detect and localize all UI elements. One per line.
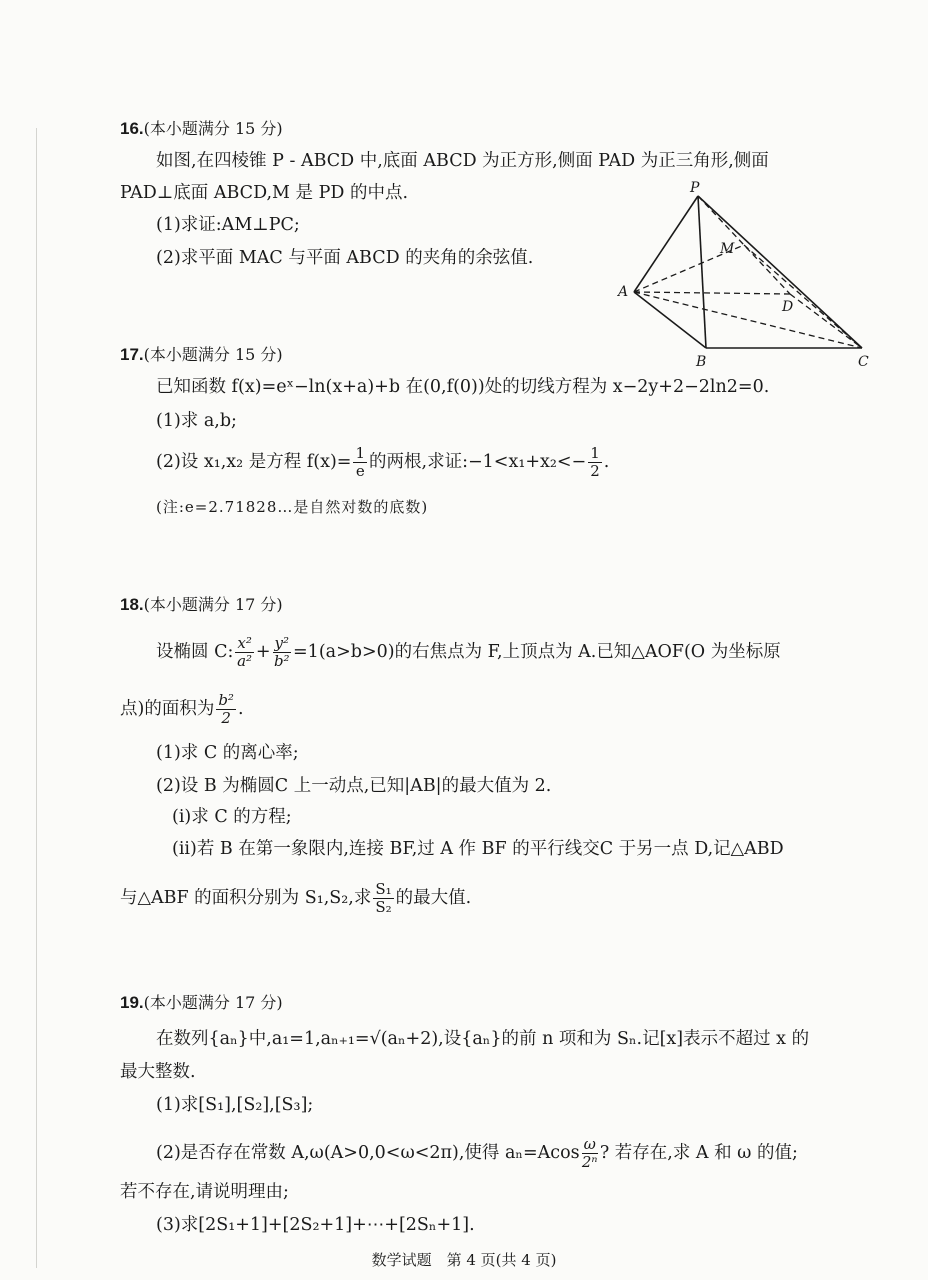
page-footer: 数学试题 第 4 页(共 4 页) — [371, 1251, 557, 1269]
fraction-s1-over-s2 — [373, 882, 393, 915]
fraction-denominator: b² — [273, 652, 290, 670]
problem-19-q2-text-b: ? 若存在,求 A 和 ω 的值; — [599, 1143, 798, 1163]
edge-DC-hidden — [790, 294, 862, 348]
problem-19-q2-text-a: (2)是否存在常数 A,ω(A>0,0<ω<2π),使得 aₙ=Acos — [156, 1143, 580, 1163]
problem-19-stem-line-1: 在数列{aₙ}中,a₁=1,aₙ₊₁=√(aₙ+2),设{aₙ}的前 n 项和为 Sₙ.记[x]表示不超过 x 的 — [156, 1029, 810, 1049]
problem-18-question-1: (1)求 C 的离心率; — [156, 743, 299, 763]
problem-18-l2-text-b: . — [237, 699, 244, 719]
problem-17-question-1: (1)求 a,b; — [156, 411, 237, 431]
problem-18-header — [120, 593, 283, 617]
vertex-D-label: D — [782, 299, 794, 315]
edge-PC — [698, 196, 862, 348]
problem-19-stem-line-2: 最大整数. — [120, 1062, 196, 1082]
problem-16-number: 16. — [120, 119, 144, 138]
problem-16-stem-line-2: PAD⊥底面 ABCD,M 是 PD 的中点. — [120, 183, 409, 203]
problem-16-header — [120, 117, 283, 141]
edge-PA — [634, 196, 698, 292]
problem-18-last-line — [120, 882, 471, 915]
problem-19-question-1: (1)求[S₁],[S₂],[S₃]; — [156, 1095, 314, 1115]
fraction-numerator: y² — [274, 634, 290, 652]
edge-PB — [698, 196, 706, 348]
edge-AB — [634, 292, 706, 348]
problem-18-last-text-a: 与△ABF 的面积分别为 S₁,S₂,求 — [120, 888, 372, 908]
problem-19-score: (本小题满分 17 分) — [143, 993, 283, 1012]
problem-16-question-2: (2)求平面 MAC 与平面 ABCD 的夹角的余弦值. — [156, 248, 534, 268]
problem-17-number: 17. — [120, 345, 144, 364]
problem-19-header — [120, 991, 283, 1015]
problem-18-stem-line-1 — [156, 636, 781, 669]
problem-18-question-2i: (i)求 C 的方程; — [172, 807, 292, 827]
problem-18-last-text-b: 的最大值. — [395, 888, 472, 908]
segment-MC-hidden — [744, 245, 862, 348]
problem-17-score: (本小题满分 15 分) — [143, 345, 283, 364]
problem-19-question-2-cont: 若不存在,请说明理由; — [120, 1182, 289, 1202]
problem-17-q2-text-b: 的两根,求证:−1<x₁+x₂<− — [369, 452, 587, 472]
vertex-C-label: C — [858, 354, 869, 370]
problem-19-question-2 — [156, 1137, 798, 1170]
vertex-P-label: P — [690, 180, 700, 196]
margin-rule — [36, 128, 37, 1268]
vertex-B-label: B — [696, 354, 707, 370]
problem-18-question-2ii: (ii)若 B 在第一象限内,连接 BF,过 A 作 BF 的平行线交C 于另一点 D,记△ABD — [172, 839, 784, 859]
fraction-b2-over-2 — [216, 693, 236, 726]
fraction-numerator: 1 — [590, 444, 600, 462]
problem-18-number: 18. — [120, 595, 144, 614]
problem-16-stem-line-1: 如图,在四棱锥 P - ABCD 中,底面 ABCD 为正方形,侧面 PAD 为正三角形,侧面 — [156, 151, 769, 171]
pyramid-figure — [612, 176, 878, 372]
problem-18-l1-text-b: =1(a>b>0)的右焦点为 F,上顶点为 A.已知△AOF(O 为坐标原 — [293, 642, 781, 662]
fraction-numerator: 1 — [355, 444, 366, 462]
fraction-denominator: S₂ — [375, 898, 392, 916]
fraction-omega-over-2n — [582, 1137, 598, 1170]
problem-18-l1-text-a: 设椭圆 C: — [156, 642, 234, 662]
fraction-denominator: a² — [237, 652, 253, 670]
problem-19-question-3: (3)求[2S₁+1]+[2S₂+1]+⋯+[2Sₙ+1]. — [156, 1215, 475, 1235]
edge-AD-hidden — [634, 292, 790, 294]
problem-17-stem: 已知函数 f(x)=eˣ−ln(x+a)+b 在(0,f(0))处的切线方程为 x−2y+2−2ln2=0. — [156, 377, 770, 397]
fraction-numerator: S₁ — [375, 880, 392, 898]
fraction-one-half — [588, 446, 602, 479]
fraction-y2-over-b2 — [273, 636, 292, 669]
problem-17-q2-text-a: (2)设 x₁,x₂ 是方程 f(x)= — [156, 452, 352, 472]
fraction-denominator: 2ⁿ — [581, 1153, 598, 1171]
problem-17-question-2 — [156, 446, 609, 479]
problem-19-number: 19. — [120, 993, 144, 1012]
fraction-denominator: 2 — [590, 462, 600, 480]
problem-16-score: (本小题满分 15 分) — [143, 119, 283, 138]
point-M-label: M — [720, 241, 735, 257]
plus-sign: + — [255, 642, 271, 662]
problem-18-l2-text-a: 点)的面积为 — [120, 699, 215, 719]
problem-17-q2-text-c: . — [603, 452, 610, 472]
fraction-numerator: ω — [583, 1135, 596, 1153]
fraction-denominator: 2 — [221, 709, 231, 727]
problem-16-question-1: (1)求证:AM⊥PC; — [156, 215, 300, 235]
fraction-denominator: e — [355, 462, 365, 480]
problem-18-question-2: (2)设 B 为椭圆C 上一动点,已知|AB|的最大值为 2. — [156, 776, 552, 796]
problem-17-header — [120, 343, 283, 367]
problem-18-stem-line-2 — [120, 693, 244, 726]
problem-17-note: (注:e=2.71828…是自然对数的底数) — [156, 498, 429, 516]
problem-18-score: (本小题满分 17 分) — [143, 595, 283, 614]
vertex-A-label: A — [618, 284, 629, 300]
fraction-x2-over-a2 — [235, 636, 253, 669]
fraction-one-over-e — [353, 446, 367, 479]
fraction-numerator: b² — [218, 691, 234, 709]
segment-AC-hidden — [634, 292, 862, 348]
fraction-numerator: x² — [237, 634, 252, 652]
